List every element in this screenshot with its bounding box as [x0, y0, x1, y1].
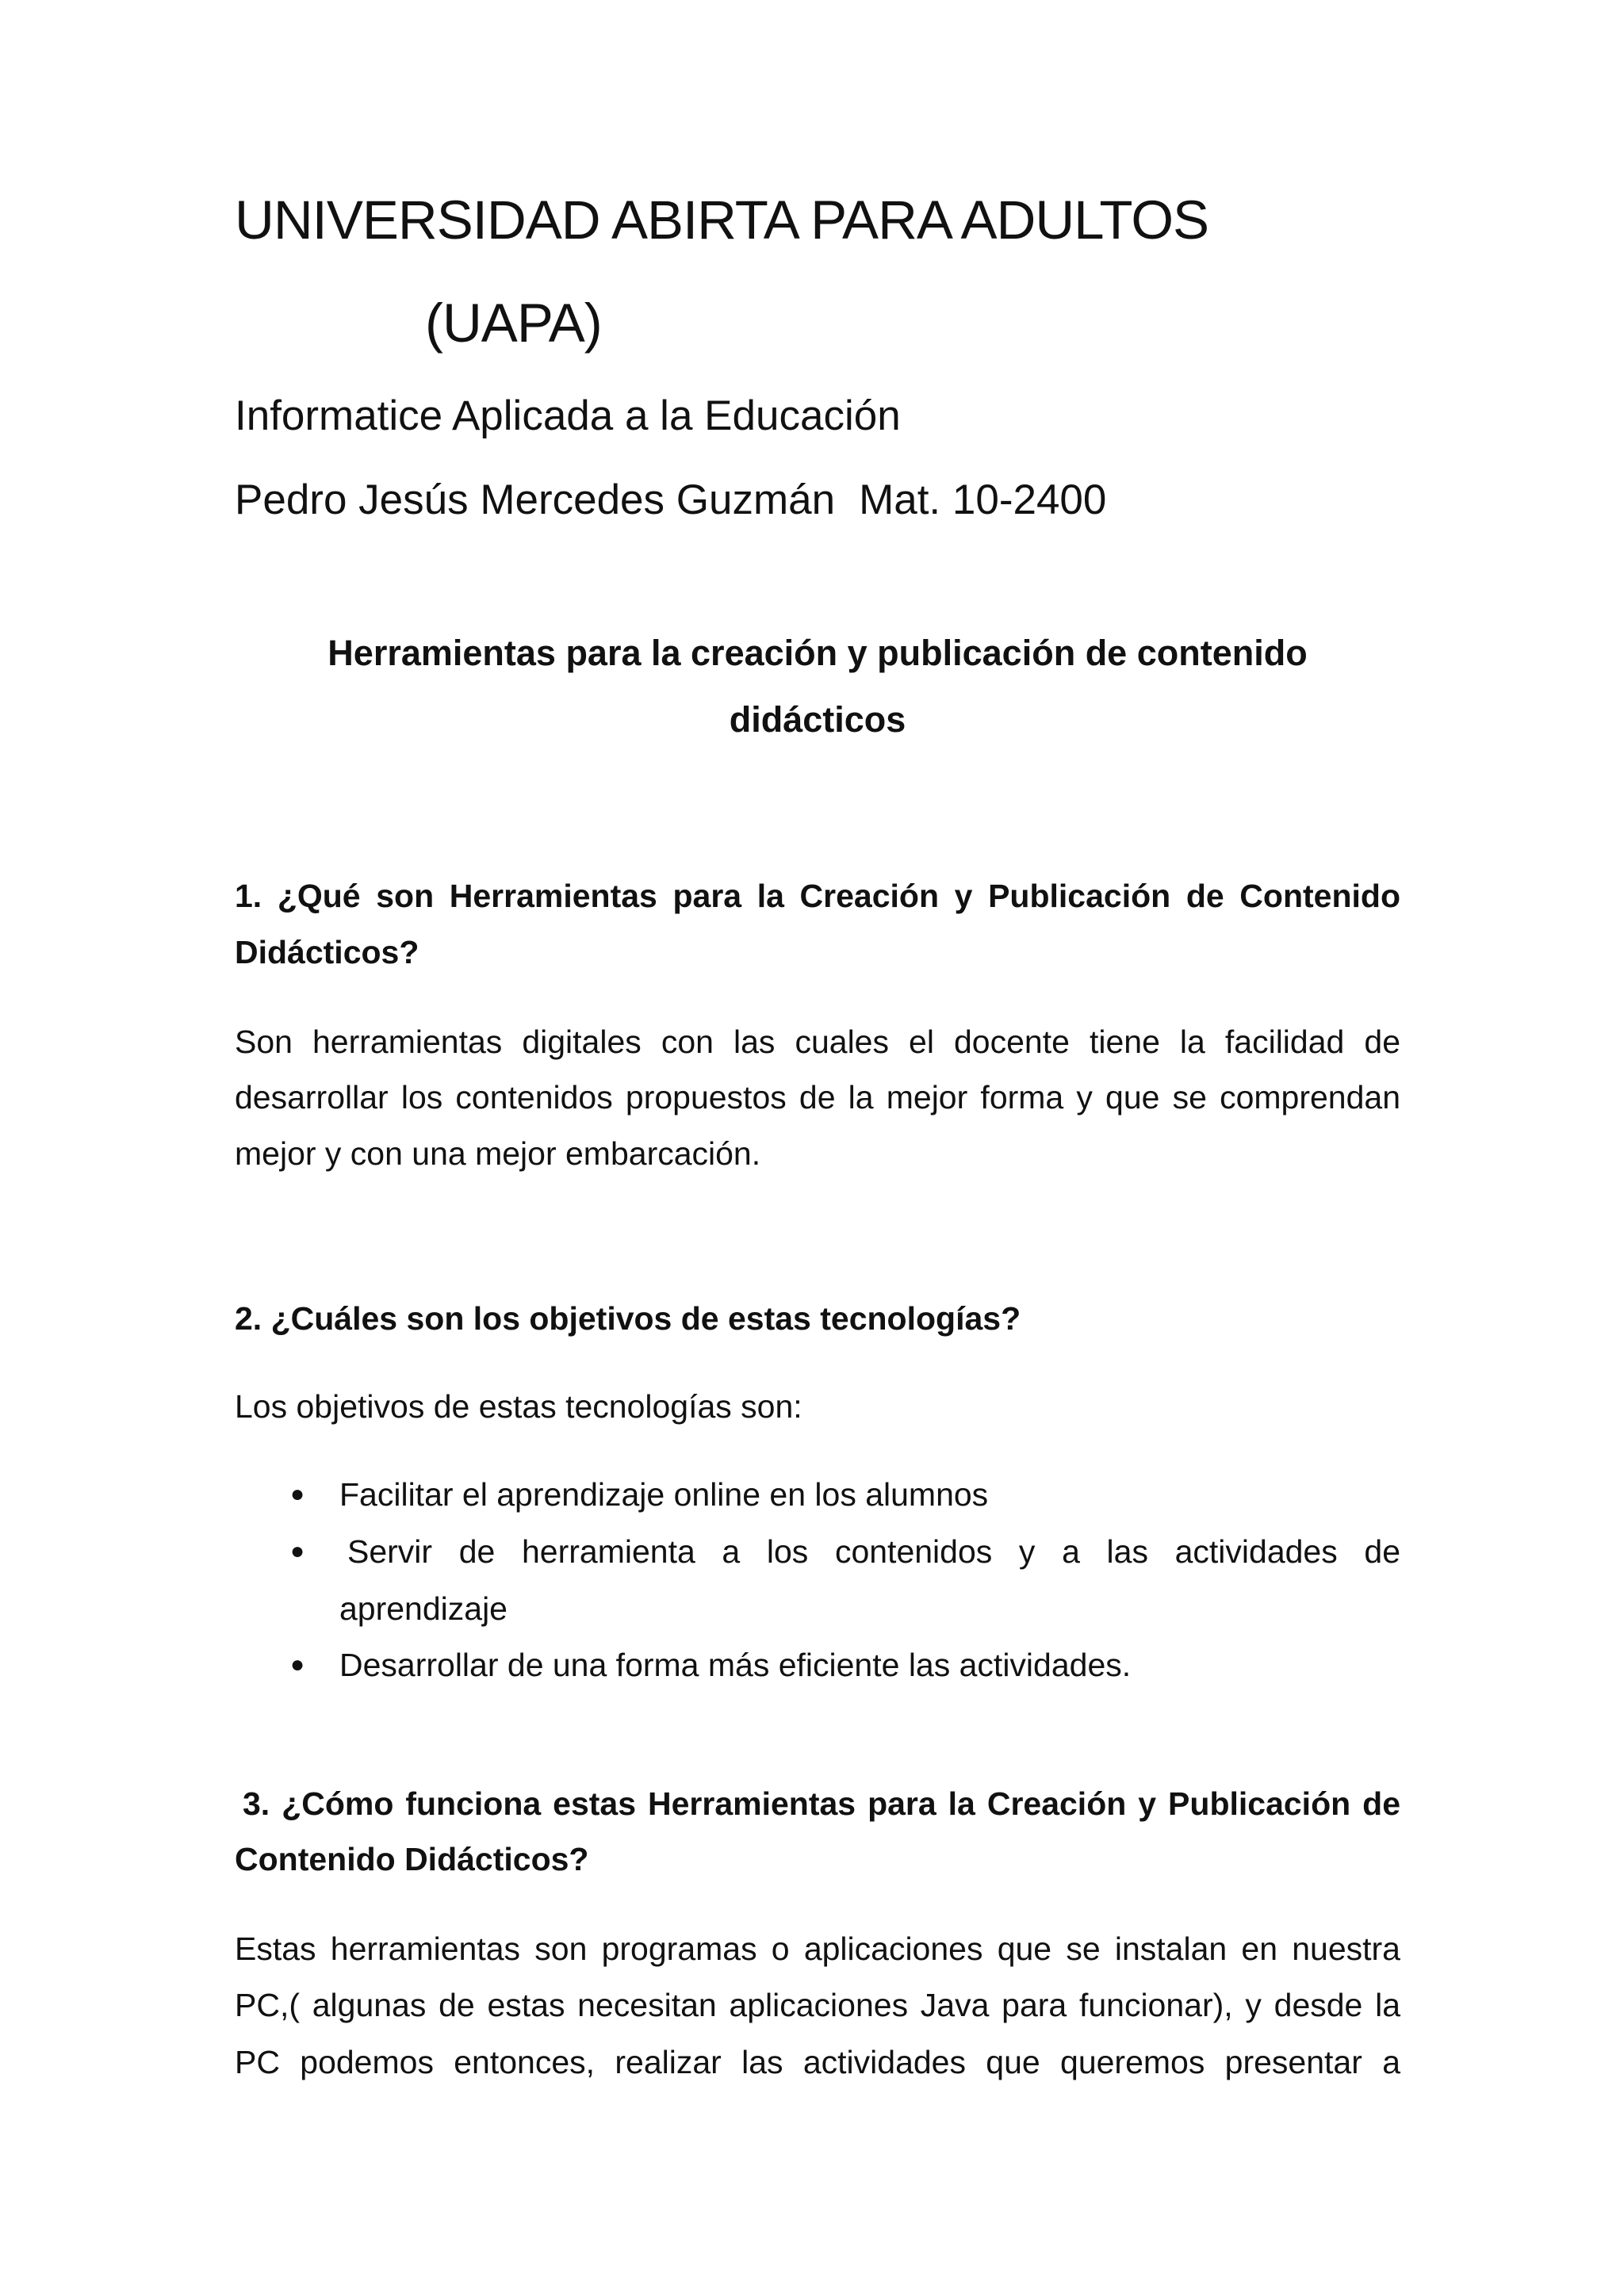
- bullet-icon: ●: [290, 1481, 305, 1507]
- objectives-intro: Los objetivos de estas tecnologías son:: [235, 1388, 802, 1425]
- list-item: Facilitar el aprendizaje online en los alumnos: [339, 1476, 989, 1513]
- question-1-line-2: Didácticos?: [235, 934, 419, 970]
- bullet-icon: ●: [290, 1651, 305, 1678]
- document-title-line-1: Herramientas para la creación y publicación de contenido: [327, 633, 1308, 673]
- list-item: Desarrollar de una forma más eficiente las actividades.: [339, 1647, 1132, 1683]
- subject-name: Informatice Aplicada a la Educación: [235, 392, 901, 439]
- university-name: UNIVERSIDAD ABIRTA PARA ADULTOS: [235, 189, 1209, 251]
- question-3-line-1: 3. ¿Cómo funciona estas Herramientas para la Creación y Publicación de: [243, 1785, 1400, 1822]
- author-name: Pedro Jesús Mercedes Guzmán: [235, 476, 836, 523]
- bullet-icon: ●: [290, 1538, 305, 1564]
- answer-3-line-1: Estas herramientas son programas o aplicaciones que se instalan en nuestra: [235, 1931, 1400, 1967]
- answer-1-line-1: Son herramientas digitales con las cuales el docente tiene la facilidad de: [235, 1024, 1400, 1060]
- answer-1-line-3: mejor y con una mejor embarcación.: [235, 1135, 761, 1172]
- document-title-line-2: didácticos: [729, 699, 906, 740]
- question-2: 2. ¿Cuáles son los objetivos de estas tecnologías?: [235, 1300, 1021, 1337]
- list-item: Servir de herramienta a los contenidos y a las actividades de: [347, 1533, 1400, 1570]
- answer-3-line-3: PC podemos entonces, realizar las actividades que queremos presentar a: [235, 2044, 1400, 2080]
- author-line: [235, 476, 1106, 524]
- answer-1-line-2: desarrollar los contenidos propuestos de la mejor forma y que se comprendan: [235, 1079, 1400, 1115]
- list-item-continuation: aprendizaje: [339, 1590, 508, 1627]
- university-acronym: (UAPA): [425, 293, 602, 354]
- question-3-line-2: Contenido Didácticos?: [235, 1841, 589, 1877]
- question-1-line-1: 1. ¿Qué son Herramientas para la Creación y Publicación de Contenido: [235, 878, 1400, 914]
- matricula: Mat. 10-2400: [859, 476, 1107, 523]
- answer-3-line-2: PC,( algunas de estas necesitan aplicaciones Java para funcionar), y desde la: [235, 1987, 1400, 2023]
